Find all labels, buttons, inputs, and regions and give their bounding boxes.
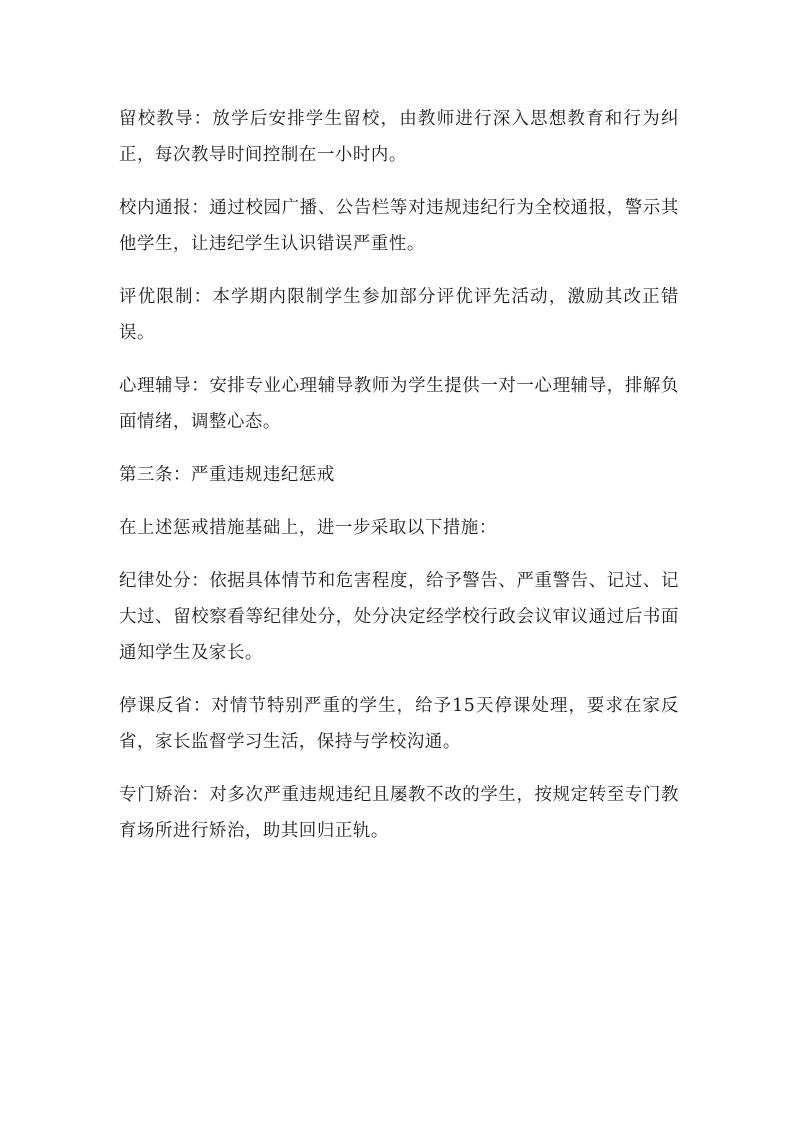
paragraph-special-correction: 专门矫治：对多次严重违规违纪且屡教不改的学生，按规定转至专门教育场所进行矫治，助其回归正轨。	[119, 785, 679, 841]
paragraph-school-notice: 校内通报：通过校园广播、公告栏等对违规违纪行为全校通报，警示其他学生，让违纪学生认识错误严重性。	[119, 198, 679, 254]
section-heading-article-3: 第三条：严重违规违纪惩戒	[119, 465, 335, 485]
paragraph-award-restriction: 评优限制：本学期内限制学生参加部分评优评先活动，激励其改正错误。	[119, 287, 679, 343]
paragraph-suspension: 停课反省：对情节特别严重的学生，给予15天停课处理，要求在家反省，家长监督学习生活，保持与学校沟通。	[119, 696, 679, 752]
paragraph-detention-guidance: 留校教导：放学后安排学生留校，由教师进行深入思想教育和行为纠正，每次教导时间控制在一小时内。	[119, 109, 679, 165]
document-body	[119, 101, 679, 866]
paragraph-counseling: 心理辅导：安排专业心理辅导教师为学生提供一对一心理辅导，排解负面情绪，调整心态。	[119, 376, 679, 432]
paragraph-intro-measures: 在上述惩戒措施基础上，进一步采取以下措施：	[119, 518, 497, 538]
paragraph-disciplinary-action: 纪律处分：依据具体情节和危害程度，给予警告、严重警告、记过、记大过、留校察看等纪律处分，处分决定经学校行政会议审议通过后书面通知学生及家长。	[119, 571, 679, 663]
